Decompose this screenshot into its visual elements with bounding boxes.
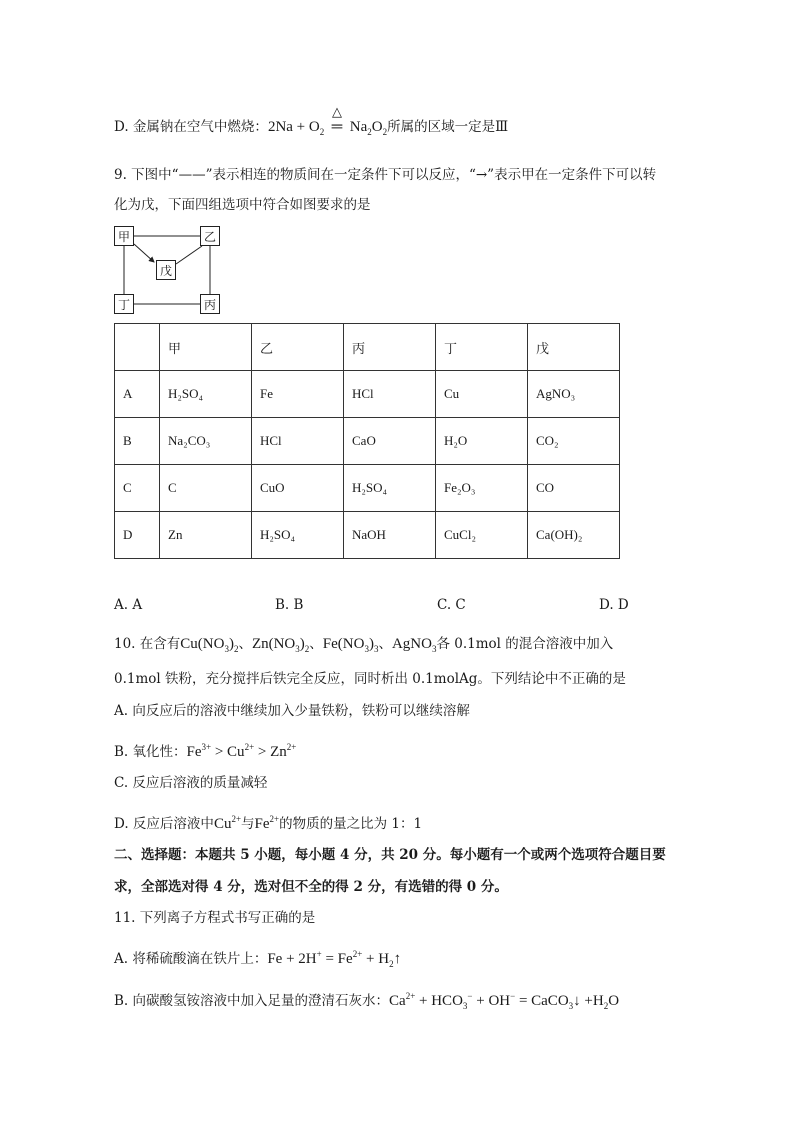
- q9-option-b[interactable]: B. B: [275, 597, 304, 613]
- q9-stem-line2: 化为戊，下面四组选项中符合如图要求的是: [114, 197, 371, 213]
- table-cell: Fe₂O₃: [436, 465, 528, 512]
- table-header-cell: 丁: [436, 324, 528, 371]
- table-cell: Ca(OH)₂: [528, 512, 620, 559]
- q9-option-c[interactable]: C. C: [437, 597, 466, 613]
- q10-stem-line1: 10. 在含有$Cu(NO_3)_2$、$Zn(NO_3)_2$、$Fe(NO_3)_3$、AgNO$_3$各 0.1mol 的混合溶液中加入: [114, 636, 614, 654]
- table-cell: A: [115, 371, 160, 418]
- table-row: [115, 512, 620, 559]
- options-table: [114, 323, 620, 559]
- q9-option-d[interactable]: D. D: [599, 597, 629, 613]
- table-row: [115, 465, 620, 512]
- table-header-cell: 戊: [528, 324, 620, 371]
- q9-stem-line1: 9. 下图中“——”表示相连的物质间在一定条件下可以反应，“→”表示甲在一定条件下可以转: [114, 167, 657, 183]
- node-jia: 甲: [114, 226, 134, 246]
- q10-option-b[interactable]: B. 氧化性：$Fe^{3+} > Cu^{2+} > Zn^{2+}$: [114, 742, 297, 760]
- table-header-cell: 丙: [344, 324, 436, 371]
- node-bing: 丙: [200, 294, 220, 314]
- table-cell: AgNO₃: [528, 371, 620, 418]
- q10-option-a[interactable]: A. 向反应后的溶液中继续加入少量铁粉，铁粉可以继续溶解: [114, 703, 470, 719]
- table-cell: D: [115, 512, 160, 559]
- table-cell: Cu: [436, 371, 528, 418]
- node-yi: 乙: [200, 226, 220, 246]
- q9-option-a[interactable]: A. A: [114, 597, 143, 613]
- table-cell: Zn: [160, 512, 252, 559]
- table-row: [115, 371, 620, 418]
- table-header-row: [115, 324, 620, 371]
- table-cell: CO₂: [528, 418, 620, 465]
- table-cell: HCl: [252, 418, 344, 465]
- section2-heading-line2: 求，全部选对得 4 分，选对但不全的得 2 分，有选错的得 0 分。: [114, 879, 508, 895]
- q10-option-d[interactable]: D. 反应后溶液中$Cu^{2+}$与$Fe^{2+}$的物质的量之比为 1：1: [114, 814, 423, 832]
- q10-stem-line2: 0.1mol 铁粉，充分搅拌后铁完全反应，同时析出 0.1molAg。下列结论中不正确的是: [114, 671, 626, 687]
- table-cell: CaO: [344, 418, 436, 465]
- table-cell: C: [160, 465, 252, 512]
- q8-option-d: D. 金属钠在空气中燃烧：$2Na + O_2$ △ ═ $Na_2O_2$所属的区域一定是Ⅲ: [114, 104, 509, 137]
- table-cell: H₂SO₄: [344, 465, 436, 512]
- table-cell: B: [115, 418, 160, 465]
- q11-stem: 11. 下列离子方程式书写正确的是: [114, 910, 316, 926]
- q11-option-a[interactable]: A. 将稀硫酸滴在铁片上：$Fe + 2H^+ = Fe^{2+}$ + $H_2↑$: [114, 949, 402, 969]
- table-cell: Fe: [252, 371, 344, 418]
- table-header-cell: 乙: [252, 324, 344, 371]
- heat-condition-symbol: △: [331, 104, 342, 119]
- section2-heading-line1: 二、选择题：本题共 5 小题，每小题 4 分，共 20 分。每小题有一个或两个选项符合题目要: [114, 847, 666, 863]
- q11-option-b[interactable]: B. 向碳酸氢铵溶液中加入足量的澄清石灰水：$Ca^{2+} + HCO_3^- + OH^-$ = CaCO$_3$↓ $+H_2O$: [114, 991, 620, 1011]
- table-header-cell: [115, 324, 160, 371]
- table-cell: H₂O: [436, 418, 528, 465]
- table-header-cell: 甲: [160, 324, 252, 371]
- table-cell: H₂SO₄: [252, 512, 344, 559]
- q10-option-c[interactable]: C. 反应后溶液的质量减轻: [114, 775, 268, 791]
- node-ding: 丁: [114, 294, 134, 314]
- table-row: [115, 418, 620, 465]
- table-cell: CuO: [252, 465, 344, 512]
- table-cell: CO: [528, 465, 620, 512]
- table-cell: NaOH: [344, 512, 436, 559]
- table-cell: HCl: [344, 371, 436, 418]
- table-cell: H₂SO₄: [160, 371, 252, 418]
- table-cell: Na₂CO₃: [160, 418, 252, 465]
- equation-na-o2: $2Na + O_2$ △ ═ $Na_2O_2$: [267, 104, 388, 137]
- relationship-diagram: [114, 226, 224, 318]
- node-wu: 戊: [156, 260, 176, 280]
- table-cell: C: [115, 465, 160, 512]
- table-cell: CuCl₂: [436, 512, 528, 559]
